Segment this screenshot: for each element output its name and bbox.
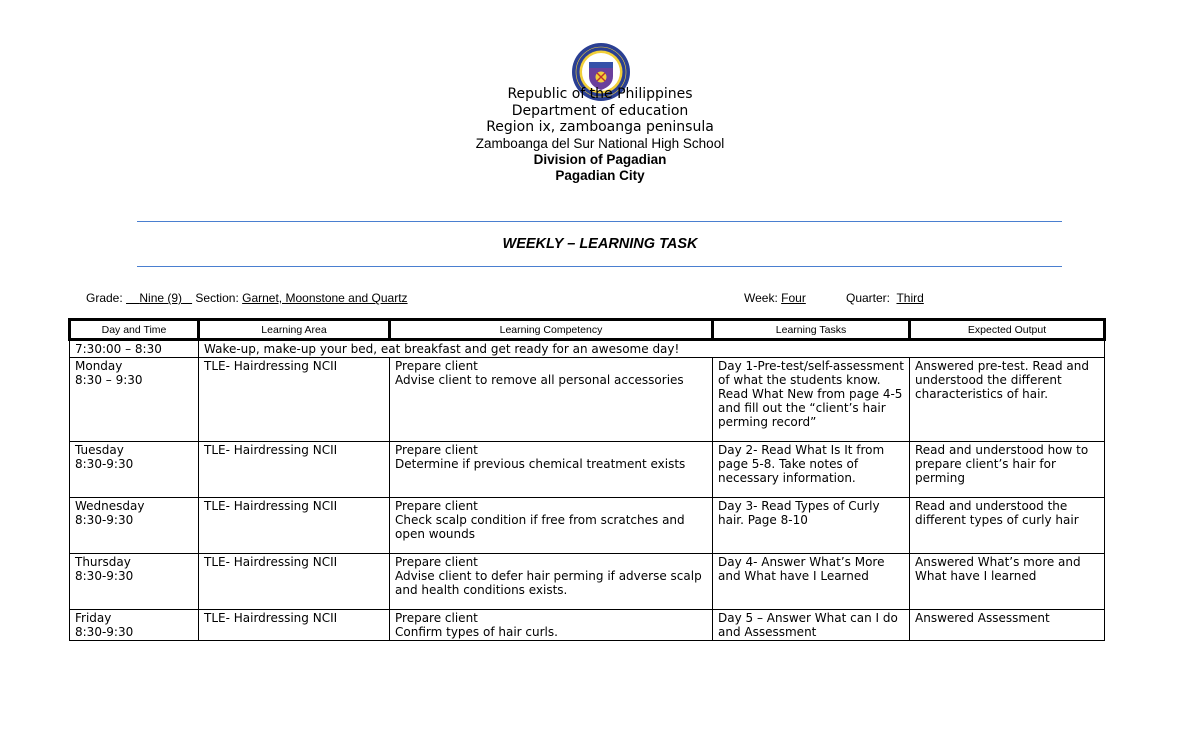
- competency-cell: Prepare client Check scalp condition if free from scratches and open wounds: [390, 498, 713, 554]
- competency-cell: Prepare client Determine if previous chemical treatment exists: [390, 442, 713, 498]
- header-department: Department of education: [511, 103, 689, 119]
- day-time-cell: Monday 8:30 – 9:30: [70, 358, 199, 442]
- output-cell: Answered pre-test. Read and understood the different characteristics of hair.: [910, 358, 1105, 442]
- grade-section-line: [86, 291, 408, 305]
- output-cell: Read and understood how to prepare client’s hair for perming: [910, 442, 1105, 498]
- table-row: [70, 610, 1105, 641]
- header-division: Division of Pagadian: [533, 152, 667, 167]
- header-learning-tasks: Learning Tasks: [713, 320, 910, 340]
- learning-area-cell: TLE- Hairdressing NCII: [199, 442, 390, 498]
- table-row: [70, 442, 1105, 498]
- top-divider: [137, 221, 1062, 222]
- header-expected-output: Expected Output: [910, 320, 1105, 340]
- document-title: WEEKLY – LEARNING TASK: [502, 236, 698, 252]
- day-time-cell: Tuesday 8:30-9:30: [70, 442, 199, 498]
- learning-area-cell: TLE- Hairdressing NCII: [199, 358, 390, 442]
- output-cell: Answered Assessment: [910, 610, 1105, 641]
- learning-area-cell: TLE- Hairdressing NCII: [199, 554, 390, 610]
- header-learning-competency: Learning Competency: [390, 320, 713, 340]
- quarter-value: Third: [896, 291, 924, 305]
- learning-area-cell: TLE- Hairdressing NCII: [199, 498, 390, 554]
- grade-value: Nine (9): [139, 291, 183, 305]
- task-cell: Day 1-Pre-test/self-assessment of what the students know. Read What New from page 4-5 and fill out the “client’s hair perming record”: [713, 358, 910, 442]
- task-cell: Day 2- Read What Is It from page 5-8. Take notes of necessary information.: [713, 442, 910, 498]
- week-line: [744, 291, 806, 305]
- header-learning-area: Learning Area: [199, 320, 390, 340]
- header-city: Pagadian City: [555, 168, 645, 183]
- competency-cell: Prepare client Advise client to remove all personal accessories: [390, 358, 713, 442]
- week-value: Four: [781, 291, 806, 305]
- output-cell: Read and understood the different types of curly hair: [910, 498, 1105, 554]
- section-label: Section:: [195, 291, 239, 305]
- section-value: Garnet, Moonstone and Quartz: [242, 291, 408, 305]
- learning-area-cell: TLE- Hairdressing NCII: [199, 610, 390, 641]
- day-time-cell: Wednesday 8:30-9:30: [70, 498, 199, 554]
- quarter-line: [846, 291, 924, 305]
- table-header-row: [70, 320, 1105, 340]
- task-cell: Day 4- Answer What’s More and What have I Learned: [713, 554, 910, 610]
- task-cell: Day 3- Read Types of Curly hair. Page 8-10: [713, 498, 910, 554]
- table-row: [70, 498, 1105, 554]
- competency-cell: Prepare client Confirm types of hair curls.: [390, 610, 713, 641]
- day-time-cell: Thursday 8:30-9:30: [70, 554, 199, 610]
- table-row: [70, 358, 1105, 442]
- quarter-label: Quarter:: [846, 291, 891, 305]
- header-day-time: Day and Time: [70, 320, 199, 340]
- table-row: [70, 554, 1105, 610]
- header-region: Region ix, zamboanga peninsula: [486, 119, 714, 135]
- grade-label: Grade:: [86, 291, 123, 305]
- header-school: Zamboanga del Sur National High School: [475, 136, 725, 151]
- day-time-cell: Friday 8:30-9:30: [70, 610, 199, 641]
- morning-time-cell: 7:30:00 – 8:30: [70, 340, 199, 358]
- header-republic: Republic of the Philippines: [507, 86, 693, 102]
- morning-routine-cell: Wake-up, make-up your bed, eat breakfast and get ready for an awesome day!: [199, 340, 1105, 358]
- competency-cell: Prepare client Advise client to defer hair perming if adverse scalp and health conditions exists.: [390, 554, 713, 610]
- bottom-divider: [137, 266, 1062, 267]
- table-row-morning: [70, 340, 1105, 358]
- learning-task-table: [68, 318, 1106, 641]
- task-cell: Day 5 – Answer What can I do and Assessment: [713, 610, 910, 641]
- output-cell: Answered What’s more and What have I learned: [910, 554, 1105, 610]
- week-label: Week:: [744, 291, 778, 305]
